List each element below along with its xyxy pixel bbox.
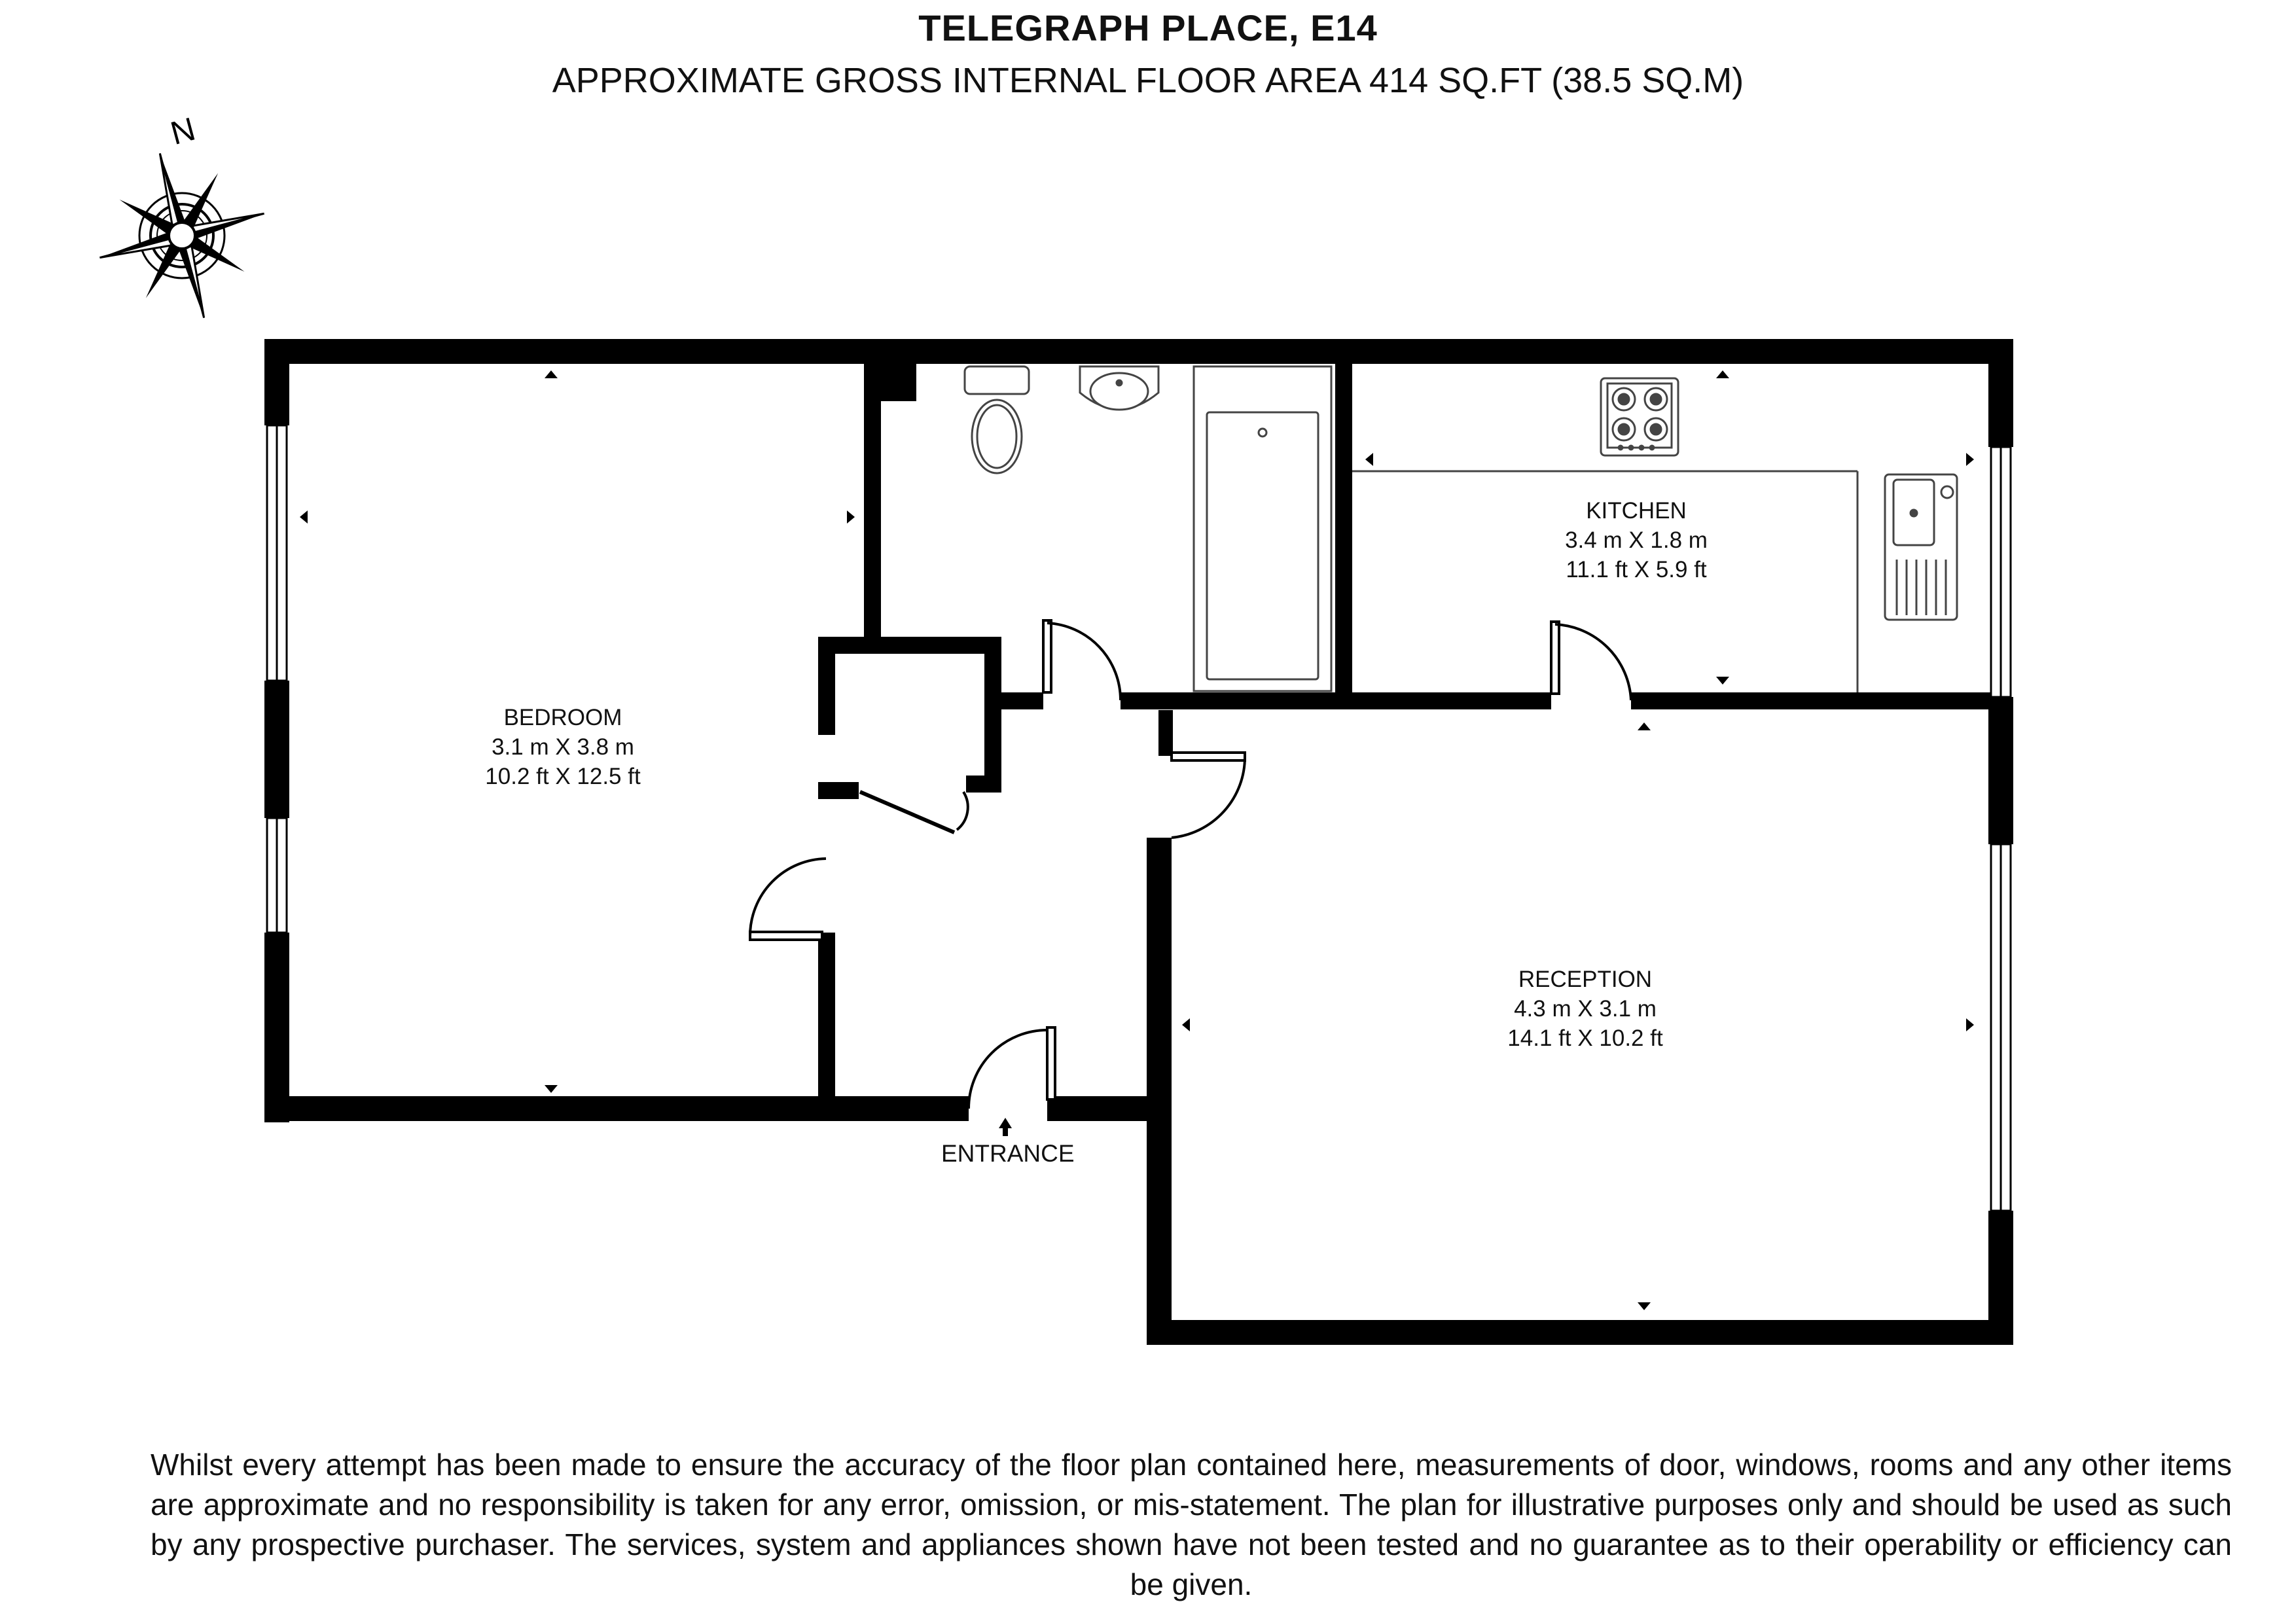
hob-icon [1601,378,1678,455]
page-title: TELEGRAPH PLACE, E14 [918,7,1378,48]
floor-area-subtitle: APPROXIMATE GROSS INTERNAL FLOOR AREA 414 SQ.FT (38.5 SQ.M) [552,61,1744,100]
reception-imperial: 14.1 ft X 10.2 ft [1507,1026,1663,1051]
kitchen-metric: 3.4 m X 1.8 m [1565,527,1708,553]
reception-metric: 4.3 m X 3.1 m [1514,996,1657,1022]
reception-door[interactable] [1172,753,1245,838]
disclaimer-text: Whilst every attempt has been made to ensure the accuracy of the floor plan contained here, measurements of door, windows, rooms and any other items are approximate and no responsibility is taken for any error, omission, or mis-statement. The plan for illustrative purposes only and should be used as such by any prospective purchaser. The services, system and appliances shown have not been tested and no guarantee as to their operability or efficiency can be given. [151,1448,2232,1601]
bedroom-door[interactable] [750,859,826,940]
kitchen-name: KITCHEN [1586,498,1687,524]
entrance-label: ENTRANCE [941,1140,1075,1167]
kitchen-imperial: 11.1 ft X 5.9 ft [1566,557,1707,582]
entrance-door[interactable] [969,1027,1055,1109]
bedroom-imperial: 10.2 ft X 12.5 ft [485,764,641,789]
bathroom-door[interactable] [1043,620,1121,700]
kitchen-label [1505,496,1767,584]
bedroom-label [432,703,694,791]
kitchen-door[interactable] [1551,622,1631,700]
entrance-arrow-icon [999,1118,1012,1128]
cupboard-door[interactable] [860,792,968,832]
walls [264,339,2013,1345]
reception-name: RECEPTION [1518,967,1653,992]
reception-label [1448,965,1723,1053]
toilet-cistern [965,366,1029,394]
bedroom-metric: 3.1 m X 3.8 m [492,734,634,760]
bedroom-name: BEDROOM [503,705,622,730]
compass-north-label: N [166,110,200,152]
bathroom-fixtures [965,366,1331,691]
sink-icon [1885,474,1957,620]
compass-rose-icon [78,111,286,340]
